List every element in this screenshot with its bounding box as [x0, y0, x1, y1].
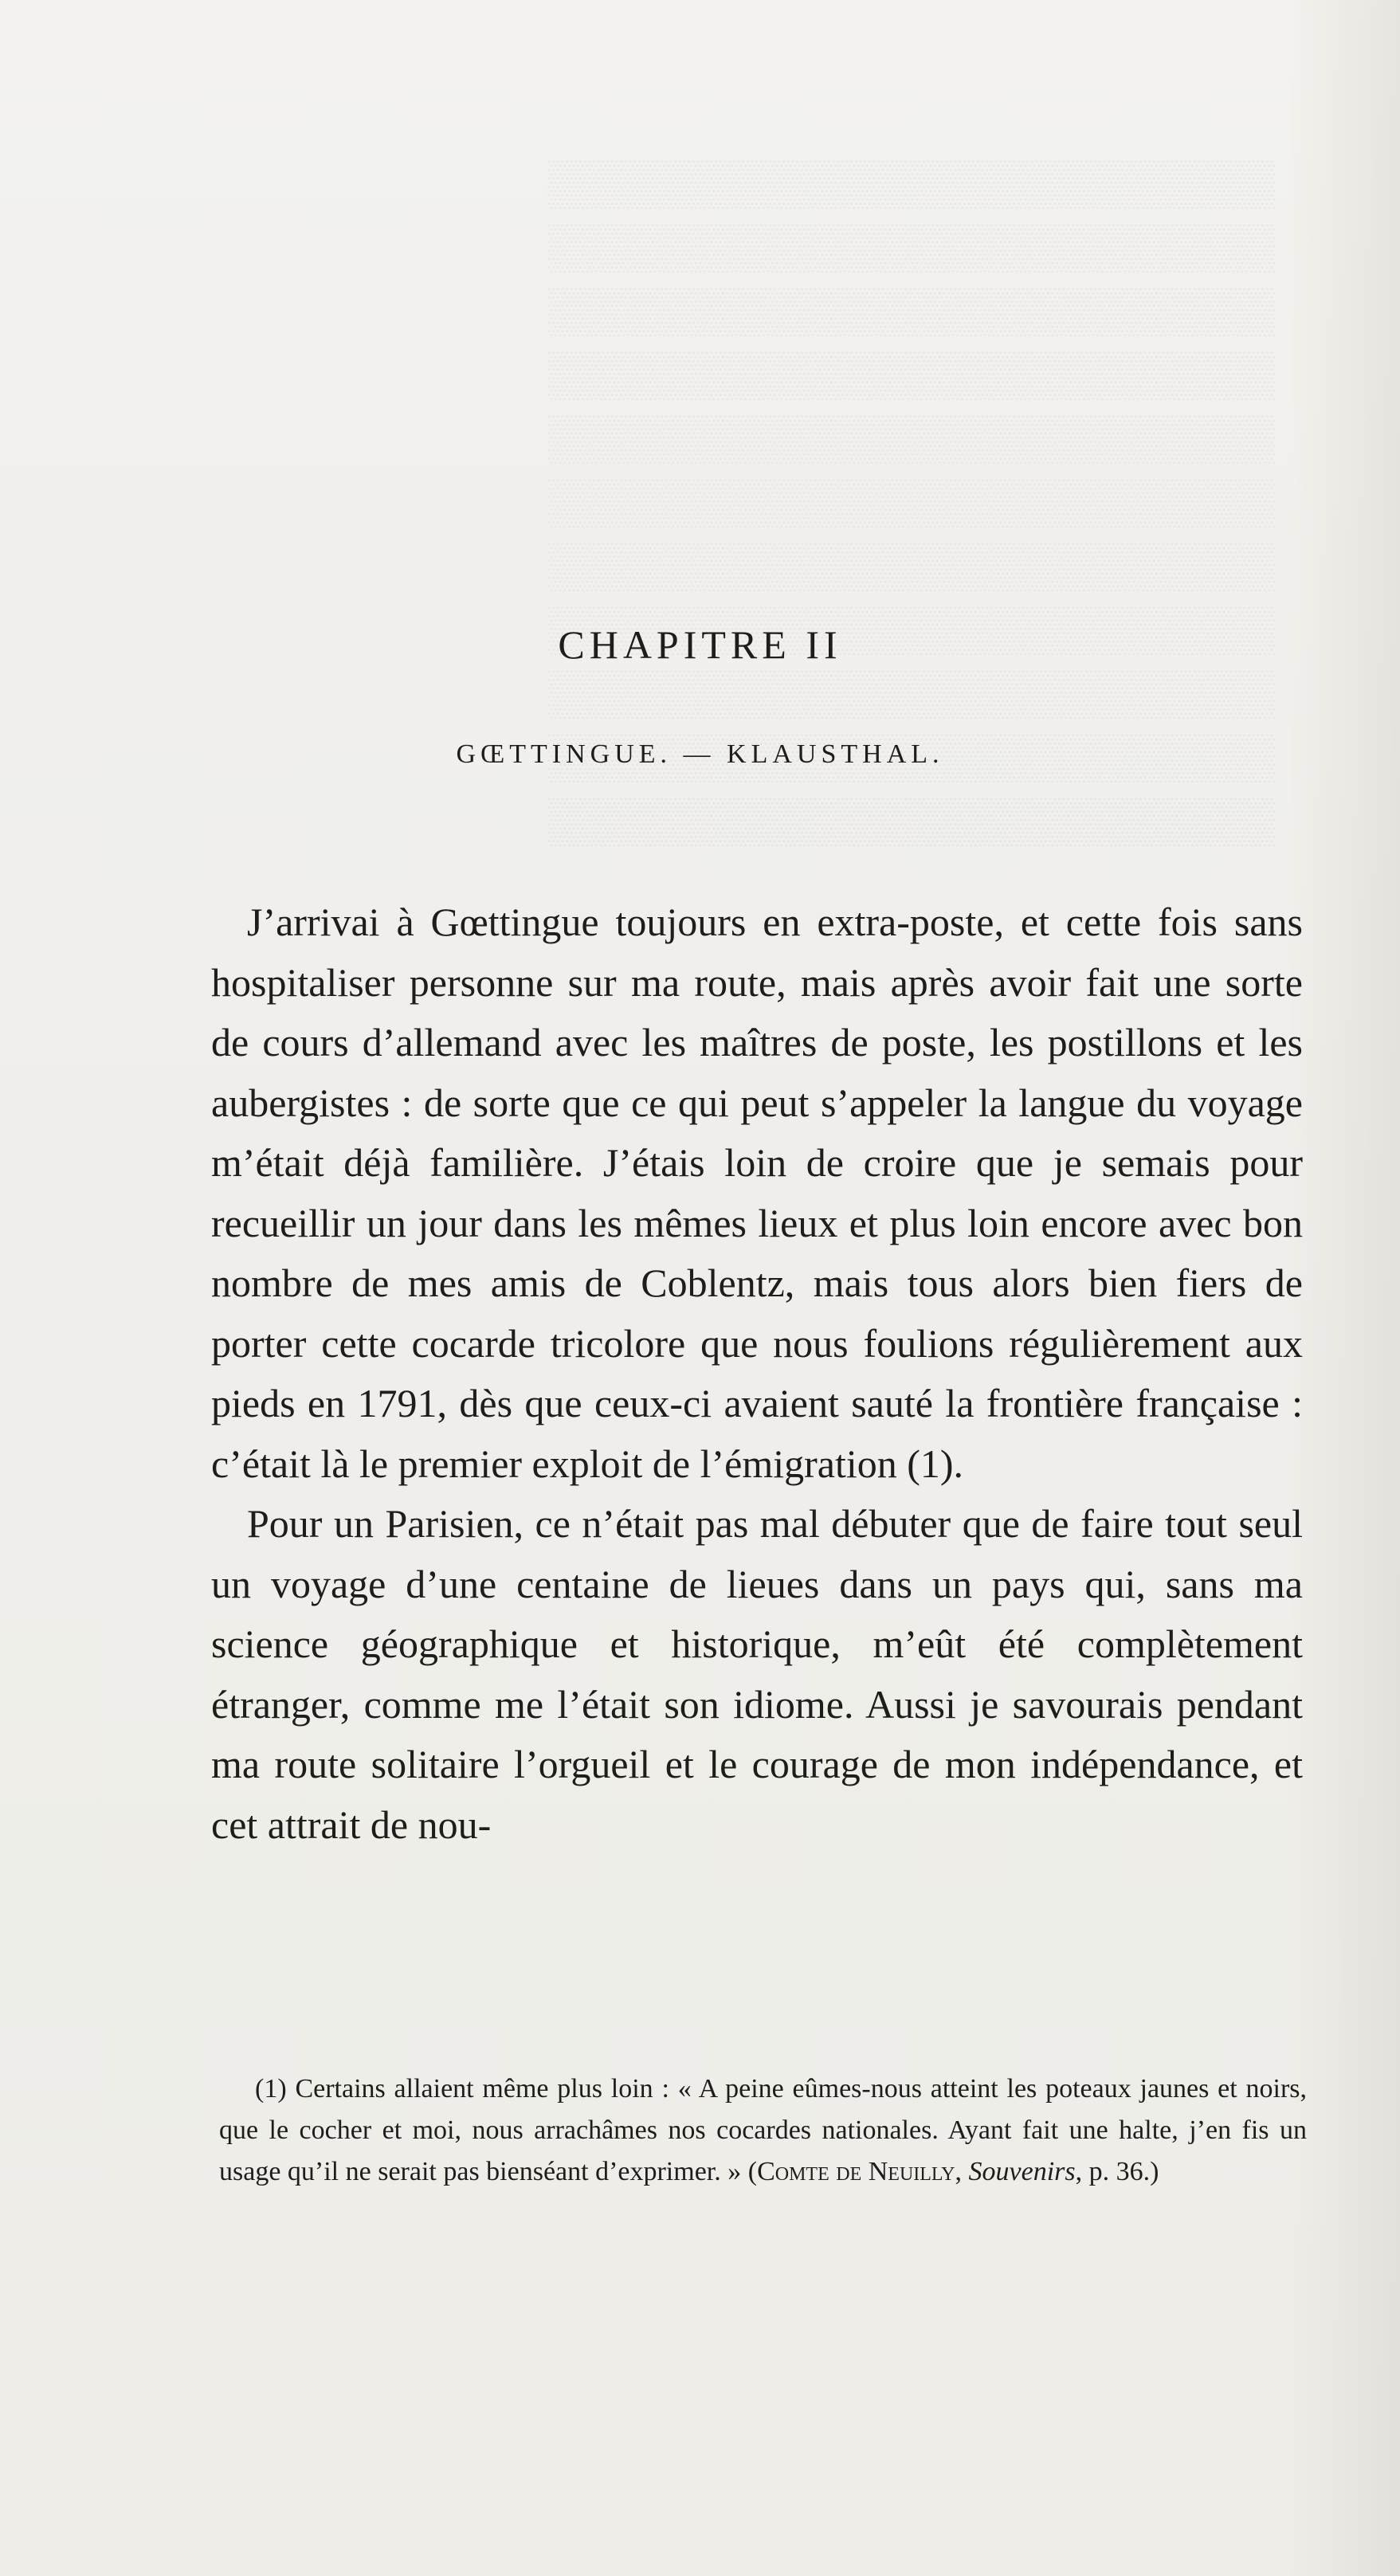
footnote — [219, 2068, 1307, 2193]
footnote-text: (1) Certains allaient même plus loin : « A peine eûmes-nous atteint les poteaux jaunes et noirs, que le cocher et moi, nous arrachâmes nos cocardes nationales. Ayant fait une halte, j’en fis un usage qu’il ne serait pas bienséant d’exprimer. » ( — [219, 2074, 1307, 2186]
chapter-subtitle: GŒTTINGUE. — KLAUSTHAL. — [456, 739, 944, 769]
footnote-separator: , — [955, 2157, 969, 2186]
chapter-title: CHAPITRE II — [558, 622, 842, 667]
body-text — [211, 892, 1303, 1855]
paragraph: Pour un Parisien, ce n’était pas mal débuter que de faire tout seul un voyage d’une centaine de lieues dans un pays qui, sans ma science géographique et historique, m’eût été complètement étranger, comme me l’était son idiome. Aussi je savourais pendant ma route solitaire l’orgueil et le courage de mon indépendance, et cet attrait de nou- — [211, 1501, 1303, 1847]
footnote-author: Comte de Neuilly — [757, 2157, 955, 2186]
footnote-work: Souvenirs — [968, 2157, 1076, 2186]
footnote-paragraph — [219, 2068, 1307, 2193]
paragraph: J’arrivai à Gœttingue toujours en extra-poste, et cette fois sans hospitaliser personne sur ma route, mais après avoir fait une sorte de cours d’allemand avec les maîtres de poste, les postillons et les aubergistes : de sorte que ce qui peut s’appeler la langue du voyage m’était déjà familière. J’étais loin de croire que je semais pour recueillir un jour dans les mêmes lieux et plus loin encore avec bon nombre de mes amis de Coblentz, mais tous alors bien fiers de porter cette cocarde tricolore que nous foulions régulièrement aux pieds en 1791, dès que ceux-ci avaient sauté la frontière française : c’était là le premier exploit de l’émigration (1). — [211, 900, 1303, 1486]
footnote-page: , p. 36.) — [1075, 2157, 1159, 2186]
